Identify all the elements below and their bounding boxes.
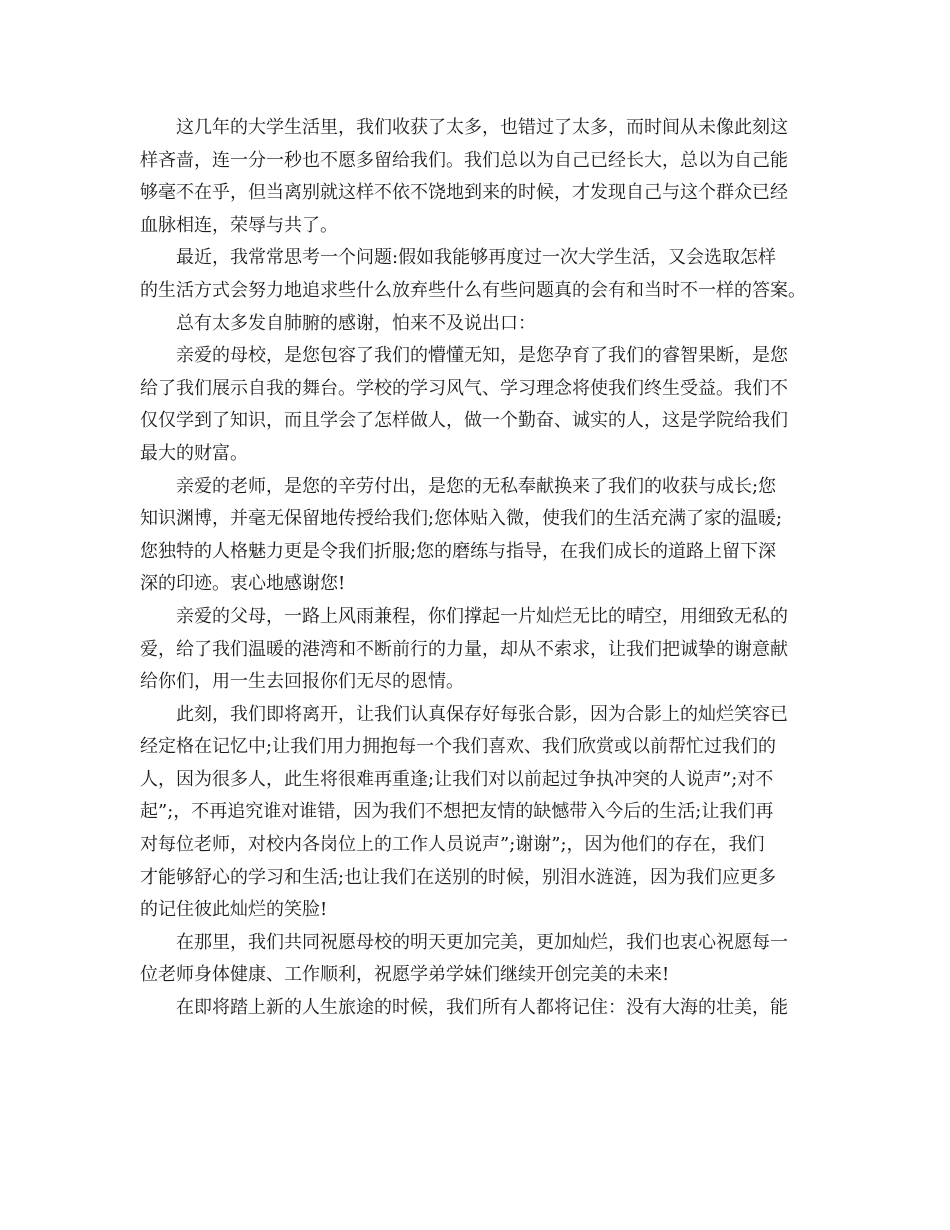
text-line: 总有太多发自肺腑的感谢，怕来不及说出口：: [140, 312, 536, 334]
text-line: 给了我们展示自我的舞台。学校的学习风气、学习理念将使我们终生受益。我们不: [140, 377, 788, 399]
text-line: 亲爱的老师，是您的辛劳付出，是您的无私奉献换来了我们的收获与成长;您: [140, 475, 777, 497]
paragraph-4: [140, 340, 828, 470]
text-line: 深的印迹。衷心地感谢您!: [140, 573, 346, 595]
text-line: 仅仅学到了知识，而且学会了怎样做人，做一个勤奋、诚实的人，这是学院给我们: [140, 410, 788, 432]
text-line: 血脉相连，荣辱与共了。: [140, 214, 338, 236]
paragraph-7: [140, 699, 828, 927]
text-line: 最近，我常常思考一个问题:假如我能够再度过一次大学生活，又会选取怎样: [140, 247, 777, 269]
text-line: 位老师身体健康、工作顺利，祝愿学弟学妹们继续开创完美的未来!: [140, 964, 670, 986]
paragraph-2: [140, 242, 828, 307]
text-line: 亲爱的父母，一路上风雨兼程，你们撑起一片灿烂无比的晴空，用细致无私的: [140, 605, 788, 627]
document-body: [140, 112, 828, 1025]
text-line: 样吝啬，连一分一秒也不愿多留给我们。我们总以为自己已经长大，总以为自己能: [140, 149, 788, 171]
text-line: 最大的财富。: [140, 442, 248, 464]
text-line: 经定格在记忆中;让我们用力拥抱每一个我们喜欢、我们欣赏或以前帮忙过我们的: [140, 736, 777, 758]
text-line: 亲爱的母校，是您包容了我们的懵懂无知，是您孕育了我们的睿智果断，是您: [140, 345, 788, 367]
paragraph-3: [140, 308, 828, 341]
text-line: 爱，给了我们温暖的港湾和不断前行的力量，却从不索求，让我们把诚挚的谢意献: [140, 638, 788, 660]
text-line: 这几年的大学生活里，我们收获了太多，也错过了太多，而时间从未像此刻这: [140, 117, 788, 138]
paragraph-8: [140, 927, 828, 992]
text-line: 给你们，用一生去回报你们无尽的恩情。: [140, 671, 464, 693]
text-line: 够毫不在乎，但当离别就这样不依不饶地到来的时候，才发现自己与这个群众已经: [140, 182, 788, 204]
text-line: 起”;，不再追究谁对谁错，因为我们不想把友情的缺憾带入今后的生活;让我们再: [140, 801, 774, 823]
text-line: 在那里，我们共同祝愿母校的明天更加完美，更加灿烂，我们也衷心祝愿每一: [140, 931, 788, 953]
paragraph-6: [140, 601, 828, 699]
paragraph-1: [140, 112, 828, 242]
paragraph-9: [140, 992, 828, 1025]
text-line: 才能够舒心的学习和生活;也让我们在送别的时候，别泪水涟涟，因为我们应更多: [140, 866, 777, 888]
text-line: 在即将踏上新的人生旅途的时候，我们所有人都将记住：没有大海的壮美，能: [140, 997, 788, 1019]
text-line: 知识渊博，并毫无保留地传授给我们;您体贴入微，使我们的生活充满了家的温暖;: [140, 508, 783, 530]
text-line: 的生活方式会努力地追求些什么放弃些什么有些问题真的会有和当时不一样的答案。: [140, 279, 806, 301]
text-line: 人，因为很多人，此生将很难再重逢;让我们对以前起过争执冲突的人说声”;对不: [140, 768, 774, 790]
text-line: 的记住彼此灿烂的笑脸!: [140, 899, 328, 921]
text-line: 您独特的人格魅力更是令我们折服;您的磨练与指导，在我们成长的道路上留下深: [140, 540, 777, 562]
paragraph-5: [140, 471, 828, 601]
text-line: 此刻，我们即将离开，让我们认真保存好每张合影，因为合影上的灿烂笑容已: [140, 703, 788, 725]
text-line: 对每位老师，对校内各岗位上的工作人员说声”;谢谢”;，因为他们的存在，我们: [140, 834, 765, 856]
